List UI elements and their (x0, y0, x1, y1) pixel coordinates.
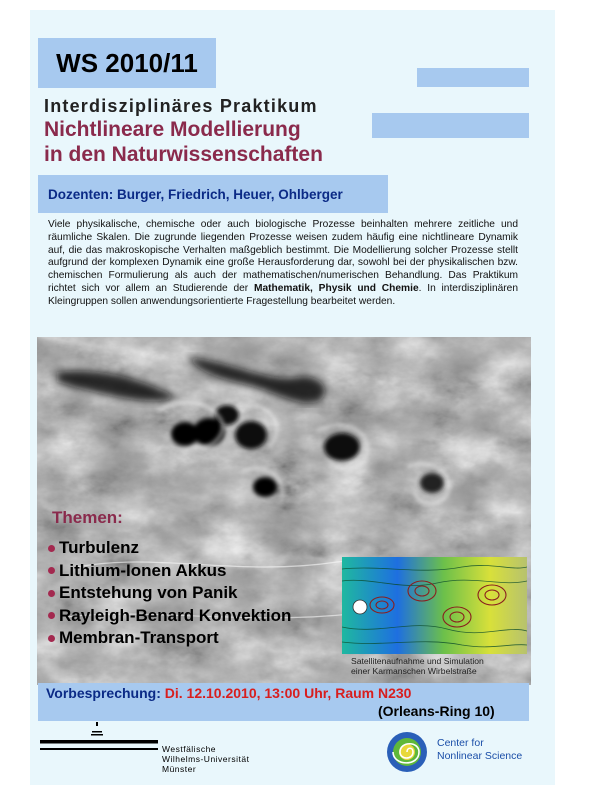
wwu-name (162, 744, 249, 774)
topic-bullet-icon (48, 567, 55, 574)
topic-label: Entstehung von Panik (59, 583, 238, 602)
topic-bullet-icon (48, 545, 55, 552)
image-caption (351, 657, 527, 676)
wwu-line2: Wilhelms-Universität (162, 754, 250, 764)
caption-line2: einer Karmanschen Wirbelstraße (351, 665, 477, 676)
course-title-line2: in den Naturwissenschaften (44, 143, 323, 166)
cnls-spiral-logo-icon (385, 730, 429, 774)
course-description (48, 219, 518, 309)
decorative-bar-middle (372, 113, 529, 138)
semester-badge (38, 38, 216, 88)
topic-bullet-icon (48, 612, 55, 619)
topic-bullet-icon (48, 635, 55, 642)
wwu-line3: Münster (162, 764, 197, 774)
cnls-line1: Center for (437, 737, 484, 749)
list-item (48, 537, 291, 560)
list-item (48, 582, 291, 605)
topic-bullet-icon (48, 590, 55, 597)
vortex-simulation-image (342, 557, 527, 654)
caption-line1: Satellitenaufnahme und Simulation (351, 656, 484, 666)
description-bold-subjects: Mathematik, Physik und Chemie (254, 282, 419, 294)
semester-label: WS 2010/11 (56, 47, 198, 78)
decorative-bar-top (417, 68, 529, 87)
cnls-name (437, 737, 522, 763)
course-title-line1: Nichtlineare Modellierung (44, 118, 301, 141)
meeting-label: Vorbesprechung: (46, 685, 161, 701)
topic-label: Lithium-Ionen Akkus (59, 560, 227, 580)
list-item (48, 605, 291, 628)
topic-label: Rayleigh-Benard Konvektion (59, 605, 292, 625)
list-item (48, 627, 291, 650)
meeting-info (46, 685, 411, 701)
meeting-location: (Orleans-Ring 10) (378, 703, 495, 719)
topics-heading: Themen: (52, 508, 123, 527)
lecturers-text: Dozenten: Burger, Friedrich, Heuer, Ohlberger (48, 186, 343, 202)
course-type: Interdisziplinäres Praktikum (44, 96, 318, 116)
description-text-2: . In interdisziplinären Kleingruppen sollen anwendungsorientierte Fragestellung bearbeitet werden. (48, 282, 518, 307)
course-title (44, 117, 323, 167)
meeting-datetime: Di. 12.10.2010, 13:00 Uhr, Raum N230 (164, 685, 412, 701)
lecturers-box (38, 175, 388, 213)
topics-list (48, 537, 291, 650)
cnls-line2: Nonlinear Science (437, 750, 523, 762)
description-text-1: Viele physikalische, chemische oder auch biologische Prozesse beinhalten mehrere zeitliche und räumliche Skalen. Die zugrunde liegenden Prozesse weisen zudem häufig eine nichtlineare Dynamik auf, die das makroskopische Verhalten maßgeblich bestimmt. Die Modellierung solcher Prozesse stellt aufgrund der komplexen Dynamik eine große Herausforderung dar, sowohl bei der physikalischen bzw. chemischen Formulierung als auch der mathematischen/numerischen Behandlung. Das Praktikum richtet sich vor allem an Studierende der (48, 219, 518, 294)
wwu-logo-icon (40, 722, 158, 762)
topic-label: Turbulenz (59, 538, 139, 557)
topic-label: Membran-Transport (59, 628, 219, 647)
wwu-line1: Westfälische (162, 744, 217, 754)
list-item (48, 560, 291, 583)
